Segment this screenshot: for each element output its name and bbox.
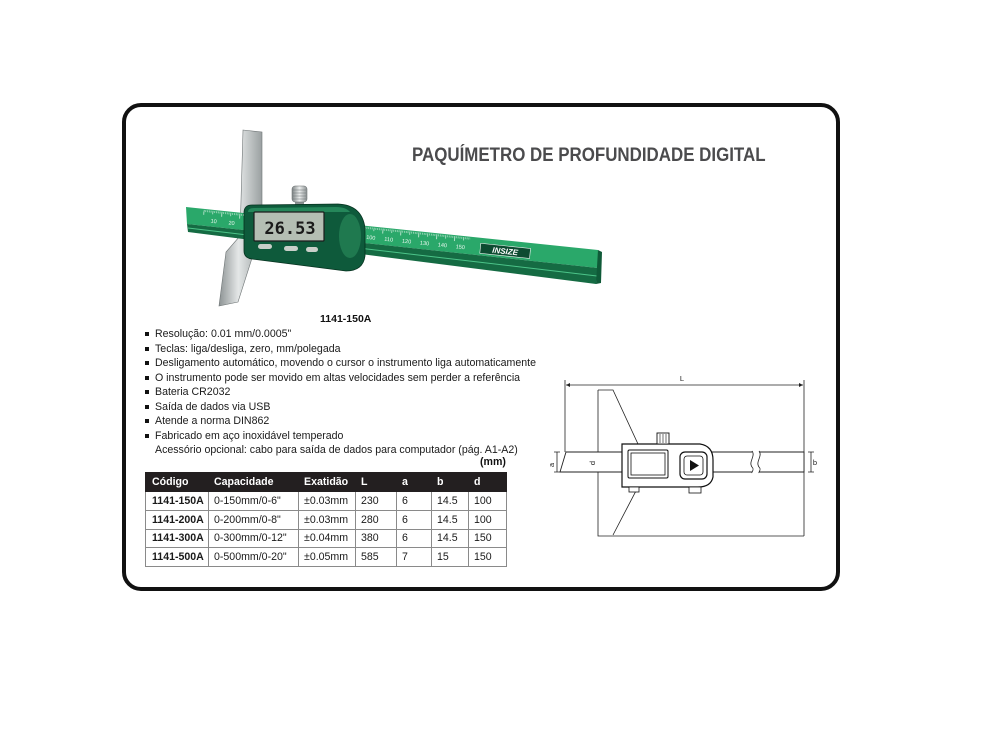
cell-d: 100 [469, 492, 507, 511]
feature-text: Atende a norma DIN862 [155, 415, 270, 427]
feature-item [145, 385, 536, 400]
header-capacidade: Capacidade [209, 473, 299, 492]
cell-accuracy: ±0.03mm [299, 492, 356, 511]
logo-text: INSIZE [491, 245, 519, 258]
knob-cap [292, 186, 307, 202]
bullet-square [145, 376, 149, 380]
cell-capacity: 0-200mm/0-8" [209, 510, 299, 529]
feature-text: Fabricado em aço inoxidável temperado [155, 429, 344, 442]
cell-capacity: 0-300mm/0-12" [209, 529, 299, 548]
zero-button [284, 246, 298, 251]
cell-code: 1141-150A [146, 492, 209, 511]
dimension-label-l: L [679, 374, 685, 383]
feature-text: Resolução: 0.01 mm/0.0005" [155, 328, 292, 340]
header-codigo: Código [146, 473, 209, 492]
cell-a: 6 [397, 492, 432, 511]
header-a: a [397, 473, 432, 492]
bullet-square [145, 434, 149, 438]
feature-text: Desligamento automático, movendo o cursor o instrumento liga automaticamente [155, 357, 536, 369]
cell-capacity: 0-500mm/0-20" [209, 548, 299, 567]
header-l: L [356, 473, 397, 492]
feature-item [145, 371, 536, 386]
cell-l: 280 [356, 510, 397, 529]
cell-accuracy: ±0.03mm [299, 510, 356, 529]
cell-accuracy: ±0.04mm [299, 529, 356, 548]
cell-accuracy: ±0.05mm [299, 548, 356, 567]
cell-d: 150 [469, 529, 507, 548]
cell-b: 15 [432, 548, 469, 567]
feature-item [145, 356, 536, 371]
dimension-label-b: b [812, 458, 818, 467]
cell-a: 6 [397, 510, 432, 529]
cell-a: 7 [397, 548, 432, 567]
feature-item [145, 327, 536, 342]
feature-text: Teclas: liga/desliga, zero, mm/polegada [155, 342, 341, 355]
bullet-square [145, 405, 149, 409]
cell-l: 585 [356, 548, 397, 567]
bullet-square [145, 390, 149, 394]
cell-b: 14.5 [432, 492, 469, 511]
cell-code: 1141-300A [146, 529, 209, 548]
cell-code: 1141-200A [146, 510, 209, 529]
scale-number: 20 [228, 220, 235, 228]
scale-number: 130 [419, 240, 430, 248]
drawing-body [622, 433, 713, 493]
display-reading: 26.53 [264, 219, 316, 239]
scale-number: 10 [210, 218, 217, 226]
accessory-note: Acessório opcional: cabo para saída de dados para computador (pág. A1-A2) [155, 444, 518, 456]
table-row [146, 529, 507, 548]
beam-break [751, 450, 760, 474]
feature-item [145, 400, 536, 415]
cell-a: 6 [397, 529, 432, 548]
page-title: PAQUÍMETRO DE PROFUNDIDADE DIGITAL [412, 145, 766, 166]
feature-item [145, 429, 536, 444]
feature-text: Saída de dados via USB [155, 400, 271, 413]
caliper-body [244, 204, 365, 271]
body-clamp-highlight [339, 214, 361, 258]
bullet-square [145, 419, 149, 423]
scale-number: 140 [437, 242, 448, 250]
feature-list [145, 327, 536, 458]
cell-code: 1141-500A [146, 548, 209, 567]
table-header-row [146, 473, 507, 492]
scale-number: 120 [401, 238, 412, 246]
locking-knob [292, 186, 307, 206]
product-photo [180, 125, 605, 310]
feature-item [145, 342, 536, 357]
cell-b: 14.5 [432, 529, 469, 548]
product-caption: 1141-150A [320, 313, 372, 325]
bullet-square [145, 332, 149, 336]
dimension-label-a: a [547, 462, 556, 468]
table-unit-note: (mm) [480, 456, 506, 468]
technical-drawing [548, 370, 820, 542]
cell-d: 100 [469, 510, 507, 529]
bullet-square [145, 361, 149, 365]
feature-item [145, 414, 536, 429]
table-row [146, 548, 507, 567]
dimension-label-d: d [588, 460, 597, 466]
header-d: d [469, 473, 507, 492]
cell-l: 230 [356, 492, 397, 511]
table-row [146, 510, 507, 529]
feature-text: O instrumento pode ser movido em altas velocidades sem perder a referência [155, 371, 521, 384]
body-tab-right [689, 487, 701, 493]
bullet-square [145, 347, 149, 351]
cell-capacity: 0-150mm/0-6" [209, 492, 299, 511]
body-tab-left [629, 487, 639, 492]
cell-d: 150 [469, 548, 507, 567]
header-b: b [432, 473, 469, 492]
scale-number: 100 [365, 234, 376, 242]
header-exatidao: Exatidão [299, 473, 356, 492]
mm-in-button [306, 247, 318, 252]
on-off-button [258, 244, 272, 249]
spec-table [145, 472, 507, 567]
feature-text: Bateria CR2032 [155, 386, 231, 398]
cell-b: 14.5 [432, 510, 469, 529]
display-window [628, 450, 668, 478]
scale-number: 150 [455, 244, 466, 252]
table-row [146, 492, 507, 511]
scale-number: 110 [383, 236, 394, 244]
cell-l: 380 [356, 529, 397, 548]
